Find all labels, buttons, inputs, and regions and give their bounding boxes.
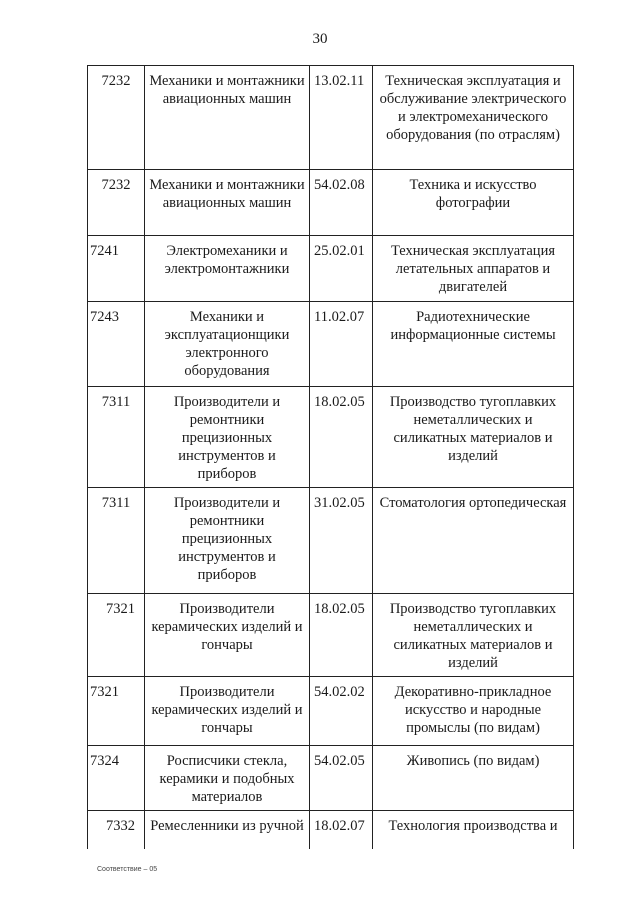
specialty-name-cell: Живопись (по видам) (373, 746, 574, 811)
specialty-name-cell: Стоматология ортопедическая (373, 488, 574, 594)
page-number: 30 (312, 31, 328, 47)
specialty-code-cell: 13.02.11 (310, 66, 373, 170)
profession-cell: Электромеханики и электромонтажники (145, 236, 310, 302)
occupation-code-cell: 7332 (88, 811, 145, 850)
specialty-name-cell: Радиотехнические информационные системы (373, 302, 574, 387)
table-row (88, 236, 574, 302)
specialty-code-cell: 31.02.05 (310, 488, 373, 594)
profession-cell: Производители керамических изделий и гончары (145, 594, 310, 677)
specialty-name-cell: Декоративно-прикладное искусство и народные промыслы (по видам) (373, 677, 574, 746)
specialty-name-cell: Технология производства и (373, 811, 574, 850)
occupation-code-cell: 7311 (88, 387, 145, 488)
specialty-name-cell: Производство тугоплавких неметаллических и силикатных материалов и изделий (373, 387, 574, 488)
specialty-code-cell: 54.02.05 (310, 746, 373, 811)
table-row (88, 387, 574, 488)
profession-cell: Производители и ремонтники прецизионных инструментов и приборов (145, 387, 310, 488)
profession-cell: Механики и монтажники авиационных машин (145, 66, 310, 170)
occupation-code-cell: 7311 (88, 488, 145, 594)
table-row (88, 746, 574, 811)
profession-cell: Механики и эксплуатационщики электронного оборудования (145, 302, 310, 387)
specialty-name-cell: Техническая эксплуатация и обслуживание электрического и электромеханического оборудования (по отраслям) (373, 66, 574, 170)
specialty-code-cell: 54.02.08 (310, 170, 373, 236)
table-row (88, 170, 574, 236)
profession-cell: Ремесленники из ручной (145, 811, 310, 850)
occupation-code-cell: 7243 (88, 302, 145, 387)
profession-cell: Росписчики стекла, керамики и подобных материалов (145, 746, 310, 811)
table-row (88, 66, 574, 170)
occupation-code-cell: 7241 (88, 236, 145, 302)
specialty-code-cell: 18.02.07 (310, 811, 373, 850)
occupation-code-cell: 7321 (88, 677, 145, 746)
table-row (88, 811, 574, 850)
profession-cell: Производители керамических изделий и гончары (145, 677, 310, 746)
footer-note: Соответствие – 05 (97, 866, 158, 873)
table-row (88, 488, 574, 594)
specialty-name-cell: Производство тугоплавких неметаллических и силикатных материалов и изделий (373, 594, 574, 677)
specialty-code-cell: 18.02.05 (310, 594, 373, 677)
table-row (88, 302, 574, 387)
specialty-name-cell: Техническая эксплуатация летательных аппаратов и двигателей (373, 236, 574, 302)
specialty-code-cell: 11.02.07 (310, 302, 373, 387)
occupations-table (87, 65, 574, 849)
specialty-name-cell: Техника и искусство фотографии (373, 170, 574, 236)
profession-cell: Механики и монтажники авиационных машин (145, 170, 310, 236)
specialty-code-cell: 25.02.01 (310, 236, 373, 302)
occupation-code-cell: 7232 (88, 170, 145, 236)
table-row (88, 677, 574, 746)
table-row (88, 594, 574, 677)
specialty-code-cell: 18.02.05 (310, 387, 373, 488)
profession-cell: Производители и ремонтники прецизионных инструментов и приборов (145, 488, 310, 594)
occupation-code-cell: 7324 (88, 746, 145, 811)
specialty-code-cell: 54.02.02 (310, 677, 373, 746)
occupation-code-cell: 7232 (88, 66, 145, 170)
occupation-code-cell: 7321 (88, 594, 145, 677)
